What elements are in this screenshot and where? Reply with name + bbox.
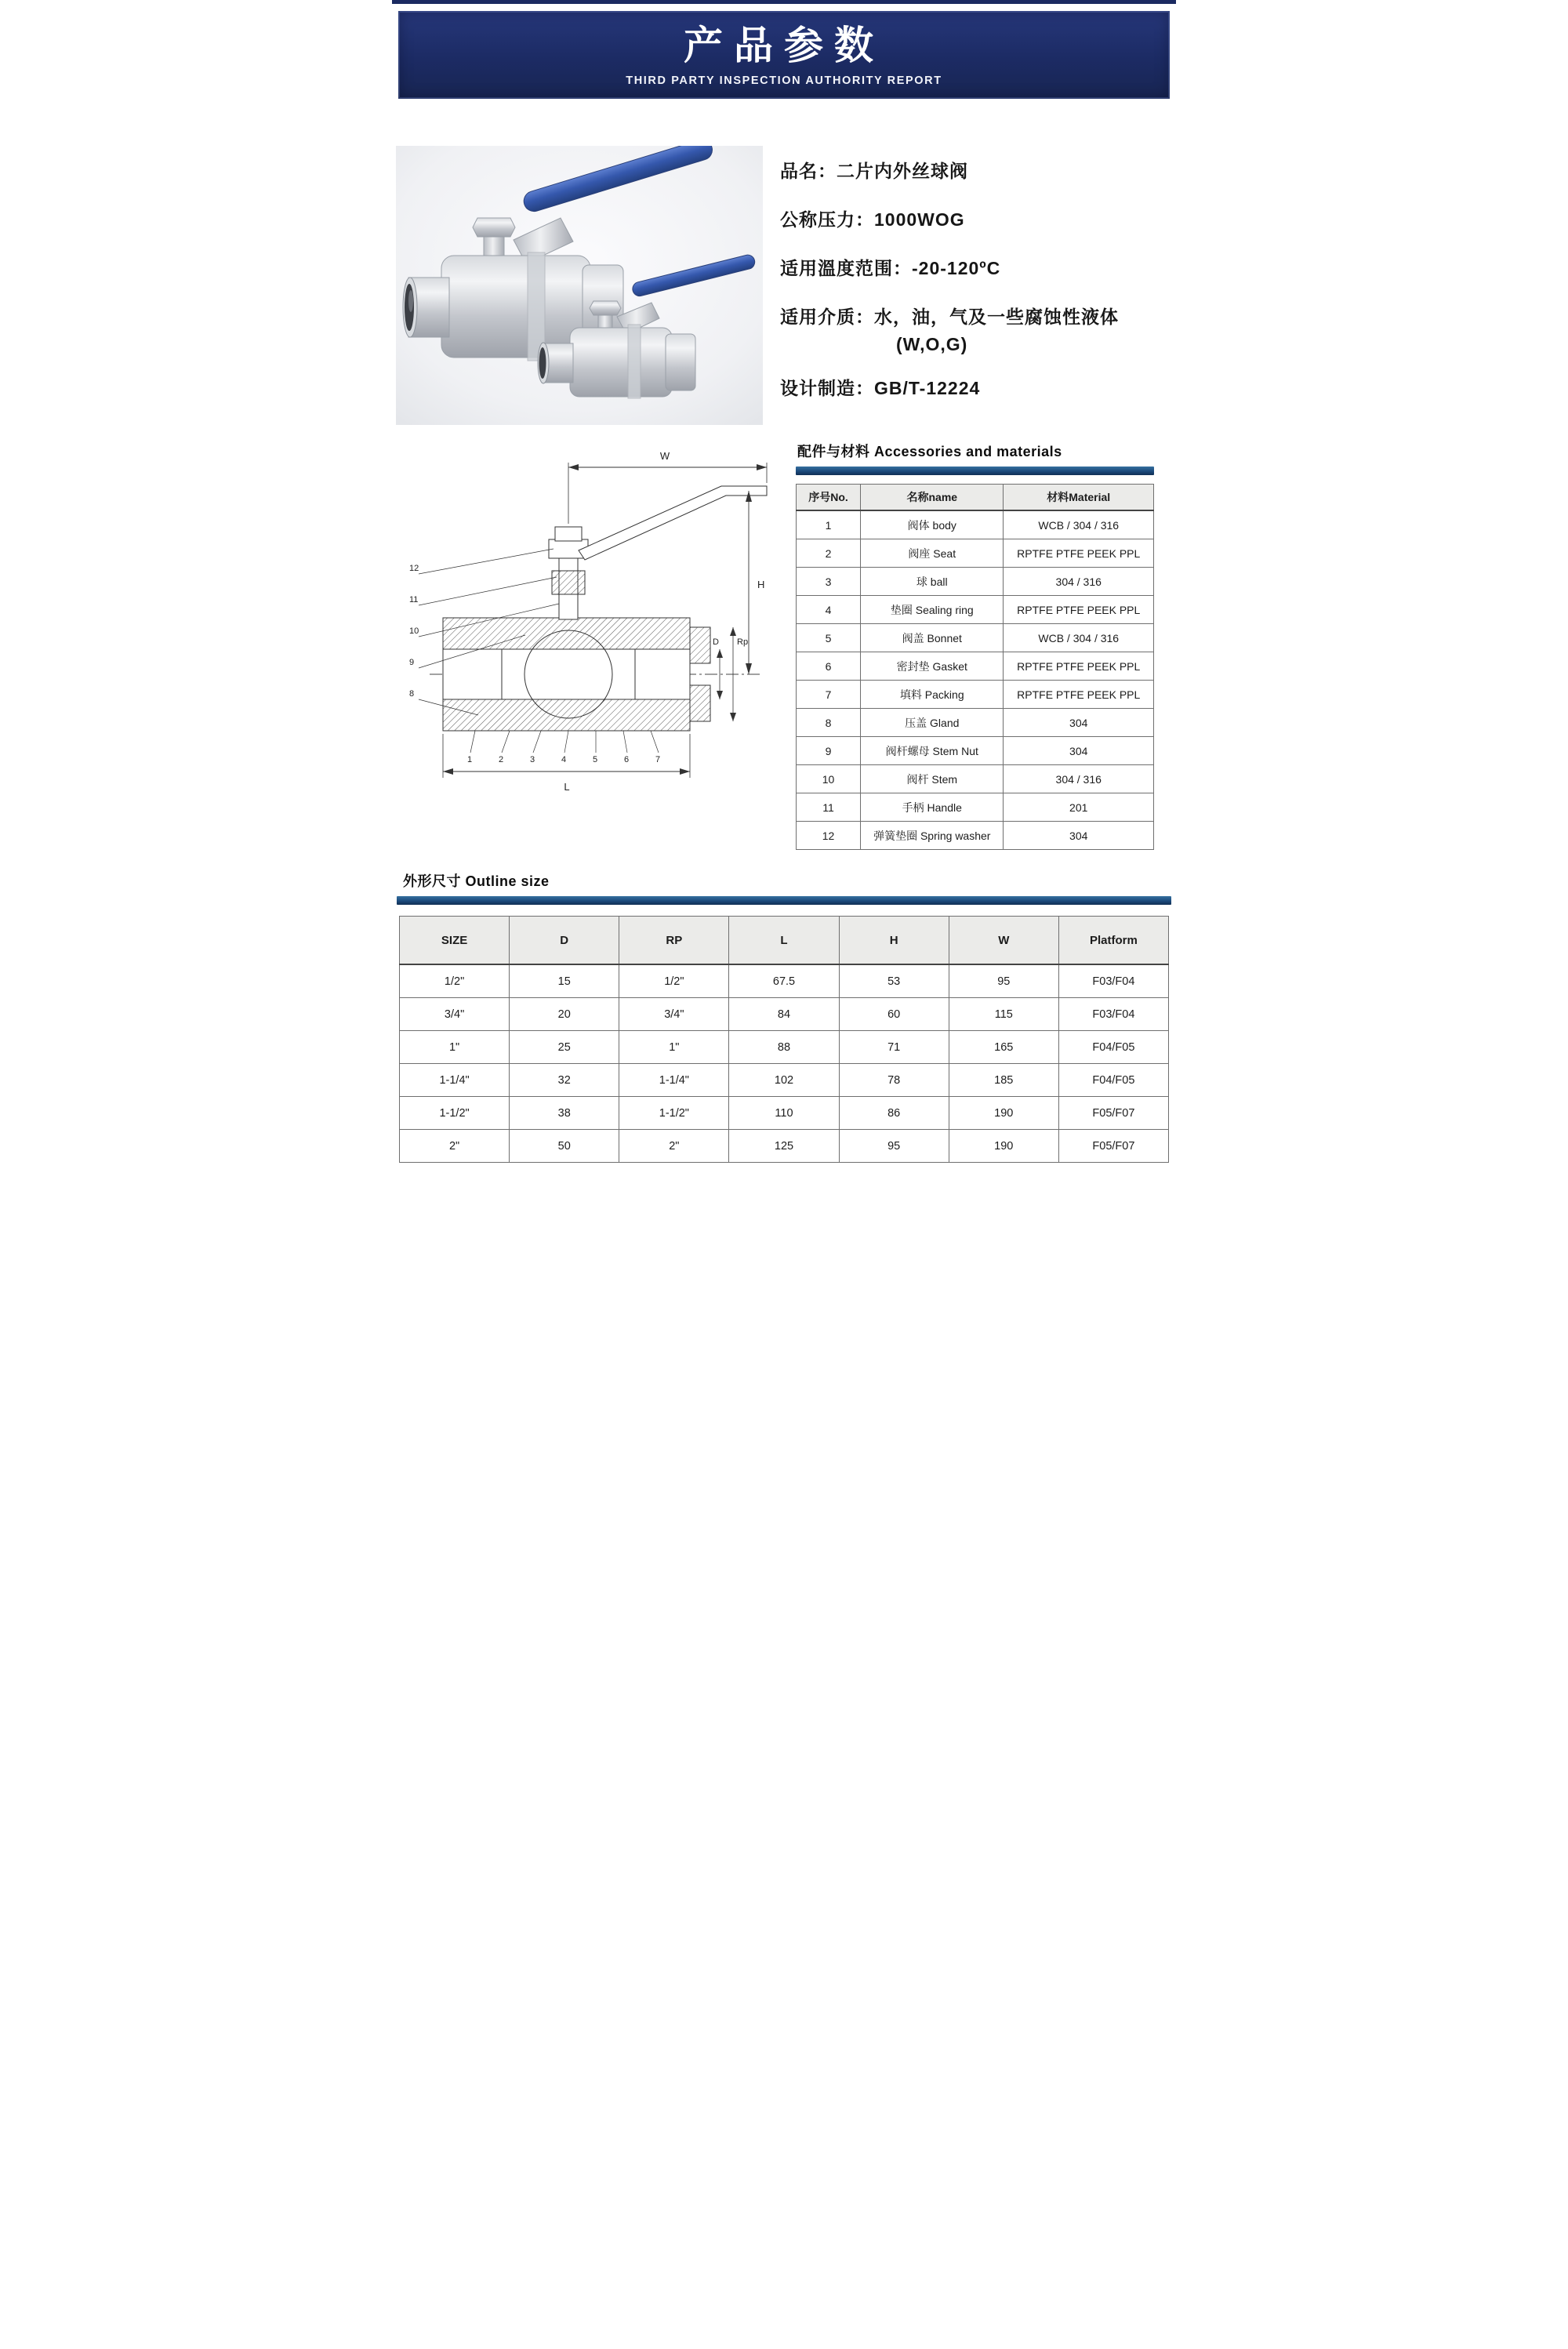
column-header: W — [949, 917, 1058, 965]
callout-6: 6 — [624, 755, 630, 764]
table-cell: F04/F05 — [1058, 1031, 1168, 1064]
table-cell: 53 — [839, 964, 949, 998]
table-cell: RPTFE PTFE PEEK PPL — [1004, 652, 1154, 681]
column-header: Platform — [1058, 917, 1168, 965]
spec-line-name — [780, 157, 1168, 183]
table-row — [797, 510, 1154, 539]
table-cell: 304 — [1004, 822, 1154, 850]
table-cell: 密封垫 Gasket — [861, 652, 1004, 681]
top-divider — [392, 0, 1176, 4]
table-cell: 1-1/2" — [619, 1097, 729, 1130]
table-cell: 3/4" — [619, 998, 729, 1031]
technical-drawing — [392, 439, 796, 811]
table-cell: 3 — [797, 568, 861, 596]
callout-1: 1 — [467, 755, 473, 764]
column-header: L — [729, 917, 839, 965]
table-cell: 190 — [949, 1097, 1058, 1130]
accessories-table — [796, 484, 1154, 850]
product-spec-page — [392, 0, 1176, 1171]
spec-value: 二片内外丝球阀 — [837, 161, 968, 181]
outline-divider-bar — [397, 896, 1171, 905]
table-cell: 71 — [839, 1031, 949, 1064]
table-cell: RPTFE PTFE PEEK PPL — [1004, 596, 1154, 624]
details-section — [392, 439, 1176, 850]
table-cell: 115 — [949, 998, 1058, 1031]
table-cell: 102 — [729, 1064, 839, 1097]
table-cell: 20 — [510, 998, 619, 1031]
spec-value: (W,O,G) — [896, 334, 968, 354]
callout-10: 10 — [409, 626, 419, 636]
table-cell: 165 — [949, 1031, 1058, 1064]
table-cell: WCB / 304 / 316 — [1004, 510, 1154, 539]
table-cell: 201 — [1004, 793, 1154, 822]
table-cell: 11 — [797, 793, 861, 822]
table-cell: 8 — [797, 709, 861, 737]
callout-8: 8 — [409, 689, 415, 699]
outline-size-table — [399, 916, 1169, 1163]
table-cell: RPTFE PTFE PEEK PPL — [1004, 681, 1154, 709]
callout-4: 4 — [561, 755, 567, 764]
table-cell: 2" — [619, 1130, 729, 1163]
table-cell: WCB / 304 / 316 — [1004, 624, 1154, 652]
column-header: 序号No. — [797, 485, 861, 511]
page-subtitle: THIRD PARTY INSPECTION AUTHORITY REPORT — [626, 74, 942, 87]
table-cell: 304 — [1004, 737, 1154, 765]
spec-line-medium-cont — [780, 334, 1168, 355]
table-cell: 1" — [619, 1031, 729, 1064]
table-cell: 阀杆 Stem — [861, 765, 1004, 793]
table-row — [797, 765, 1154, 793]
outline-header-row — [400, 917, 1169, 965]
table-cell: F03/F04 — [1058, 964, 1168, 998]
spec-list — [763, 146, 1176, 425]
table-cell: 2 — [797, 539, 861, 568]
spec-value: -20-120ºC — [912, 258, 1001, 278]
valve-section-drawing — [400, 439, 788, 808]
spec-line-standard — [780, 374, 1168, 400]
table-cell: 25 — [510, 1031, 619, 1064]
spec-label: 设计制造： — [780, 378, 874, 398]
table-cell: 304 / 316 — [1004, 568, 1154, 596]
table-cell: 1-1/2" — [400, 1097, 510, 1130]
table-cell: 1" — [400, 1031, 510, 1064]
table-cell: 78 — [839, 1064, 949, 1097]
part-callouts-bottom — [467, 731, 660, 764]
table-row — [400, 964, 1169, 998]
table-cell: 阀座 Seat — [861, 539, 1004, 568]
table-cell: 60 — [839, 998, 949, 1031]
outline-title: 外形尺寸 Outline size — [403, 873, 550, 889]
table-cell: 压盖 Gland — [861, 709, 1004, 737]
column-header: D — [510, 917, 619, 965]
spec-label: 公称压力： — [780, 209, 874, 230]
accessories-table-body — [797, 510, 1154, 850]
table-cell: 88 — [729, 1031, 839, 1064]
table-row — [797, 709, 1154, 737]
table-cell: 3/4" — [400, 998, 510, 1031]
table-cell: 110 — [729, 1097, 839, 1130]
spec-line-temperature — [780, 254, 1168, 280]
table-cell: 304 / 316 — [1004, 765, 1154, 793]
table-cell: 38 — [510, 1097, 619, 1130]
callout-12: 12 — [409, 564, 419, 573]
table-row — [797, 568, 1154, 596]
accessories-divider-bar — [796, 467, 1154, 475]
spec-label: 适用介质： — [780, 307, 874, 327]
table-row — [797, 737, 1154, 765]
dim-label-rp: Rp — [737, 637, 749, 647]
table-row — [797, 793, 1154, 822]
table-cell: 阀体 body — [861, 510, 1004, 539]
table-cell: 95 — [949, 964, 1058, 998]
table-row — [400, 1064, 1169, 1097]
table-row — [400, 998, 1169, 1031]
table-cell: 7 — [797, 681, 861, 709]
dim-label-h: H — [757, 579, 765, 590]
spec-value: 水，油，气及一些腐蚀性液体 — [874, 307, 1119, 327]
table-cell: F05/F07 — [1058, 1097, 1168, 1130]
table-cell: 阀杆螺母 Stem Nut — [861, 737, 1004, 765]
table-cell: 1-1/4" — [619, 1064, 729, 1097]
callout-3: 3 — [530, 755, 535, 764]
spec-line-pressure — [780, 205, 1168, 231]
table-row — [797, 681, 1154, 709]
callout-5: 5 — [593, 755, 598, 764]
table-cell: 球 ball — [861, 568, 1004, 596]
accessories-section — [796, 439, 1176, 850]
table-cell: 阀盖 Bonnet — [861, 624, 1004, 652]
table-cell: F03/F04 — [1058, 998, 1168, 1031]
product-overview-section — [392, 146, 1176, 425]
column-header: H — [839, 917, 949, 965]
accessories-header-row — [797, 485, 1154, 511]
ball-valve-photo-illustration — [396, 146, 763, 425]
table-cell: 2" — [400, 1130, 510, 1163]
table-cell: 32 — [510, 1064, 619, 1097]
column-header: 名称name — [861, 485, 1004, 511]
dim-label-d: D — [713, 637, 719, 647]
table-cell: 95 — [839, 1130, 949, 1163]
dim-label-w: W — [659, 450, 670, 462]
table-row — [797, 822, 1154, 850]
table-cell: F04/F05 — [1058, 1064, 1168, 1097]
column-header: RP — [619, 917, 729, 965]
table-cell: RPTFE PTFE PEEK PPL — [1004, 539, 1154, 568]
table-row — [400, 1097, 1169, 1130]
table-cell: 15 — [510, 964, 619, 998]
table-cell: 67.5 — [729, 964, 839, 998]
table-cell: 4 — [797, 596, 861, 624]
table-row — [797, 652, 1154, 681]
table-cell: 86 — [839, 1097, 949, 1130]
table-cell: 弹簧垫圈 Spring washer — [861, 822, 1004, 850]
spec-label: 适用溫度范围： — [780, 258, 912, 278]
table-cell: 9 — [797, 737, 861, 765]
table-cell: 1 — [797, 510, 861, 539]
callout-7: 7 — [655, 755, 661, 764]
column-header: SIZE — [400, 917, 510, 965]
table-cell: 填料 Packing — [861, 681, 1004, 709]
callout-11: 11 — [409, 595, 419, 604]
product-photo — [396, 146, 763, 425]
column-header: 材料Material — [1004, 485, 1154, 511]
callout-2: 2 — [499, 755, 504, 764]
table-cell: 1/2" — [619, 964, 729, 998]
accessories-title: 配件与材料 Accessories and materials — [797, 444, 1062, 459]
spec-line-medium — [780, 303, 1168, 329]
table-cell: 手柄 Handle — [861, 793, 1004, 822]
table-row — [797, 624, 1154, 652]
spec-value: GB/T-12224 — [874, 378, 981, 398]
table-row — [797, 596, 1154, 624]
spec-label: 品名： — [780, 161, 837, 181]
table-cell: 1/2" — [400, 964, 510, 998]
outline-size-section — [392, 870, 1176, 1163]
table-cell: F05/F07 — [1058, 1130, 1168, 1163]
table-row — [400, 1031, 1169, 1064]
table-cell: 1-1/4" — [400, 1064, 510, 1097]
table-cell: 垫圈 Sealing ring — [861, 596, 1004, 624]
outline-table-body — [400, 964, 1169, 1163]
table-cell: 190 — [949, 1130, 1058, 1163]
table-cell: 6 — [797, 652, 861, 681]
callout-9: 9 — [409, 658, 415, 667]
table-cell: 10 — [797, 765, 861, 793]
table-cell: 125 — [729, 1130, 839, 1163]
table-row — [797, 539, 1154, 568]
page-title: 产品参数 — [684, 24, 884, 67]
header-banner — [398, 11, 1170, 99]
table-cell: 185 — [949, 1064, 1058, 1097]
table-cell: 50 — [510, 1130, 619, 1163]
table-cell: 84 — [729, 998, 839, 1031]
table-cell: 12 — [797, 822, 861, 850]
spec-value: 1000WOG — [874, 209, 965, 230]
table-cell: 304 — [1004, 709, 1154, 737]
table-row — [400, 1130, 1169, 1163]
table-cell: 5 — [797, 624, 861, 652]
dim-label-l: L — [564, 781, 570, 793]
